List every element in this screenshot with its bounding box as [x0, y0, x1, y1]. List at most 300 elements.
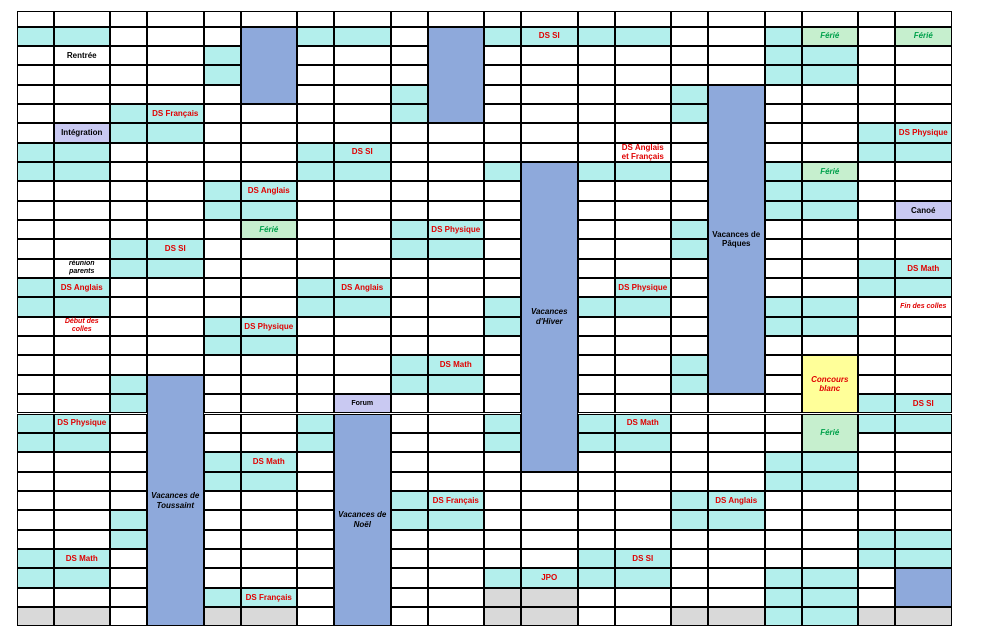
event-cell [615, 375, 672, 394]
date-cell [297, 317, 334, 336]
event-cell [334, 46, 391, 65]
date-cell [578, 162, 615, 181]
event-cell [615, 239, 672, 258]
event-block: DS Physique [428, 220, 485, 239]
event-cell [334, 27, 391, 46]
event-block: DS Math [54, 549, 111, 568]
event-cell [708, 46, 765, 65]
date-cell [110, 510, 147, 529]
date-cell [204, 259, 241, 278]
date-cell [17, 355, 54, 374]
date-cell [765, 355, 802, 374]
event-cell [241, 297, 298, 316]
date-cell [578, 530, 615, 549]
date-cell [484, 143, 521, 162]
date-cell [110, 375, 147, 394]
date-cell [297, 278, 334, 297]
date-cell [858, 201, 895, 220]
event-block: Canoé [895, 201, 952, 220]
date-cell [17, 143, 54, 162]
date-cell [391, 375, 428, 394]
date-cell [578, 239, 615, 258]
date-cell [671, 297, 708, 316]
date-cell [17, 297, 54, 316]
event-block: Vacances d'Hiver [521, 162, 578, 472]
event-cell [895, 317, 952, 336]
event-cell [615, 433, 672, 452]
event-cell [708, 414, 765, 433]
month-header-blank [241, 11, 298, 27]
date-cell [17, 27, 54, 46]
date-cell [484, 375, 521, 394]
date-cell [858, 162, 895, 181]
event-block: DS Français [241, 588, 298, 607]
date-cell [484, 452, 521, 471]
event-cell [54, 568, 111, 587]
event-cell [895, 414, 952, 433]
event-cell [615, 588, 672, 607]
event-cell [615, 491, 672, 510]
date-cell [297, 472, 334, 491]
empty-date-cell [484, 607, 521, 626]
event-cell [241, 549, 298, 568]
event-cell [895, 549, 952, 568]
date-cell [204, 104, 241, 123]
event-cell [54, 143, 111, 162]
date-cell [391, 491, 428, 510]
date-cell [671, 46, 708, 65]
date-cell [391, 27, 428, 46]
event-cell [521, 104, 578, 123]
event-cell [615, 65, 672, 84]
date-cell [297, 162, 334, 181]
date-cell [858, 472, 895, 491]
event-cell [802, 143, 859, 162]
empty-date-cell [204, 607, 241, 626]
event-cell [708, 394, 765, 413]
date-cell [858, 549, 895, 568]
event-cell [241, 375, 298, 394]
event-cell [147, 317, 204, 336]
date-cell [858, 510, 895, 529]
date-cell [671, 549, 708, 568]
date-cell [765, 46, 802, 65]
date-cell [391, 355, 428, 374]
date-cell [858, 452, 895, 471]
event-cell [334, 123, 391, 142]
date-cell [858, 46, 895, 65]
date-cell [765, 220, 802, 239]
event-cell [428, 162, 485, 181]
date-cell [671, 27, 708, 46]
date-cell [391, 588, 428, 607]
event-cell [241, 162, 298, 181]
event-cell [521, 472, 578, 491]
date-cell [391, 201, 428, 220]
date-cell [578, 278, 615, 297]
date-cell [110, 433, 147, 452]
date-cell [484, 530, 521, 549]
event-cell [147, 220, 204, 239]
date-cell [297, 201, 334, 220]
event-cell [615, 27, 672, 46]
event-block: DS Math [895, 259, 952, 278]
date-cell [765, 568, 802, 587]
date-cell [765, 394, 802, 413]
date-cell [297, 181, 334, 200]
event-cell [334, 220, 391, 239]
date-cell [391, 317, 428, 336]
event-cell [802, 491, 859, 510]
event-cell [147, 201, 204, 220]
date-cell [204, 452, 241, 471]
date-cell [297, 85, 334, 104]
date-cell [297, 452, 334, 471]
date-cell [858, 588, 895, 607]
event-cell [54, 510, 111, 529]
event-cell [802, 530, 859, 549]
event-cell [147, 27, 204, 46]
event-cell [241, 278, 298, 297]
date-cell [297, 607, 334, 626]
date-cell [110, 46, 147, 65]
date-cell [297, 65, 334, 84]
date-cell [204, 27, 241, 46]
date-cell [578, 201, 615, 220]
date-cell [17, 65, 54, 84]
date-cell [765, 278, 802, 297]
event-block: DS Français [147, 104, 204, 123]
date-cell [484, 85, 521, 104]
date-cell [671, 588, 708, 607]
date-cell [391, 607, 428, 626]
date-cell [391, 278, 428, 297]
date-cell [204, 355, 241, 374]
date-cell [391, 65, 428, 84]
event-cell [802, 220, 859, 239]
event-cell [428, 336, 485, 355]
event-cell [54, 201, 111, 220]
event-cell [334, 259, 391, 278]
date-cell [204, 549, 241, 568]
date-cell [110, 530, 147, 549]
date-cell [17, 510, 54, 529]
event-cell [428, 297, 485, 316]
event-cell [54, 375, 111, 394]
date-cell [110, 355, 147, 374]
date-cell [858, 433, 895, 452]
event-cell [54, 491, 111, 510]
event-block: DS SI [615, 549, 672, 568]
event-cell [428, 201, 485, 220]
event-cell [241, 239, 298, 258]
event-cell [428, 433, 485, 452]
date-cell [858, 568, 895, 587]
month-header-sept18 [17, 11, 54, 27]
date-cell [204, 123, 241, 142]
event-cell [895, 510, 952, 529]
date-cell [578, 491, 615, 510]
event-block: DS Physique [54, 414, 111, 433]
date-cell [17, 239, 54, 258]
event-cell [615, 568, 672, 587]
event-cell [615, 607, 672, 626]
date-cell [110, 568, 147, 587]
date-cell [110, 162, 147, 181]
date-cell [858, 85, 895, 104]
event-cell [895, 336, 952, 355]
date-cell [858, 143, 895, 162]
date-cell [297, 239, 334, 258]
date-cell [17, 123, 54, 142]
date-cell [671, 568, 708, 587]
date-cell [858, 394, 895, 413]
date-cell [110, 259, 147, 278]
event-cell [895, 375, 952, 394]
event-cell [708, 27, 765, 46]
date-cell [578, 414, 615, 433]
event-block: Vacances de Pâques [708, 85, 765, 395]
date-cell [297, 549, 334, 568]
event-cell [241, 143, 298, 162]
empty-event-cell [521, 607, 578, 626]
event-cell [802, 317, 859, 336]
date-cell [391, 414, 428, 433]
event-block: Rentrée [54, 46, 111, 65]
event-cell [615, 85, 672, 104]
event-cell [54, 394, 111, 413]
event-cell [708, 549, 765, 568]
date-cell [391, 162, 428, 181]
month-header-blank [802, 11, 859, 27]
date-cell [297, 297, 334, 316]
event-cell [708, 588, 765, 607]
date-cell [17, 201, 54, 220]
event-cell [334, 375, 391, 394]
event-cell [241, 355, 298, 374]
event-cell [895, 491, 952, 510]
date-cell [391, 239, 428, 258]
date-cell [578, 181, 615, 200]
date-cell [110, 85, 147, 104]
date-cell [391, 143, 428, 162]
event-cell [802, 510, 859, 529]
date-cell [204, 375, 241, 394]
event-cell [615, 355, 672, 374]
event-cell [895, 85, 952, 104]
date-cell [765, 27, 802, 46]
event-block: DS Anglais [708, 491, 765, 510]
event-cell [895, 220, 952, 239]
empty-event-cell [708, 607, 765, 626]
event-cell [708, 530, 765, 549]
event-cell [147, 259, 204, 278]
date-cell [578, 65, 615, 84]
date-cell [765, 104, 802, 123]
date-cell [204, 530, 241, 549]
event-cell [54, 220, 111, 239]
date-cell [858, 414, 895, 433]
event-cell [241, 123, 298, 142]
date-cell [297, 143, 334, 162]
date-cell [671, 201, 708, 220]
date-cell [297, 104, 334, 123]
event-cell [895, 143, 952, 162]
month-header-avr19 [671, 11, 708, 27]
event-cell [521, 123, 578, 142]
event-cell [802, 472, 859, 491]
holiday-block [895, 568, 952, 607]
event-cell [428, 143, 485, 162]
date-cell [17, 85, 54, 104]
month-header-blank [334, 11, 391, 27]
date-cell [204, 588, 241, 607]
event-cell [54, 104, 111, 123]
event-cell [334, 355, 391, 374]
date-cell [578, 375, 615, 394]
date-cell [765, 336, 802, 355]
event-cell [334, 85, 391, 104]
event-cell [521, 510, 578, 529]
event-cell [615, 452, 672, 471]
date-cell [765, 452, 802, 471]
event-cell [428, 568, 485, 587]
date-cell [17, 530, 54, 549]
date-cell [204, 433, 241, 452]
date-cell [17, 549, 54, 568]
month-header-dc18 [297, 11, 334, 27]
date-cell [858, 259, 895, 278]
event-block: DS Anglais et Français [615, 143, 672, 162]
date-cell [578, 317, 615, 336]
event-block: Férié [802, 414, 859, 453]
date-cell [765, 201, 802, 220]
event-cell [147, 181, 204, 200]
date-cell [391, 259, 428, 278]
event-cell [241, 201, 298, 220]
date-cell [297, 123, 334, 142]
date-cell [484, 259, 521, 278]
date-cell [204, 181, 241, 200]
event-cell [802, 297, 859, 316]
date-cell [17, 588, 54, 607]
event-cell [802, 201, 859, 220]
event-cell [147, 162, 204, 181]
event-block: DS Math [615, 414, 672, 433]
date-cell [858, 104, 895, 123]
event-cell [895, 162, 952, 181]
event-cell [428, 239, 485, 258]
date-cell [17, 181, 54, 200]
event-cell [895, 46, 952, 65]
date-cell [578, 220, 615, 239]
event-block: Férié [895, 27, 952, 46]
date-cell [765, 530, 802, 549]
date-cell [204, 568, 241, 587]
event-cell [334, 336, 391, 355]
date-cell [578, 510, 615, 529]
date-cell [858, 336, 895, 355]
event-block: DS Physique [895, 123, 952, 142]
month-header-juin19 [858, 11, 895, 27]
date-cell [297, 588, 334, 607]
date-cell [858, 181, 895, 200]
date-cell [578, 27, 615, 46]
event-block: DS SI [334, 143, 391, 162]
date-cell [297, 46, 334, 65]
date-cell [671, 104, 708, 123]
date-cell [484, 414, 521, 433]
date-cell [578, 607, 615, 626]
event-cell [428, 259, 485, 278]
event-cell [54, 162, 111, 181]
date-cell [484, 220, 521, 239]
event-cell [54, 65, 111, 84]
event-cell [895, 355, 952, 374]
date-cell [671, 510, 708, 529]
event-block: DS Math [428, 355, 485, 374]
date-cell [578, 394, 615, 413]
event-cell [334, 104, 391, 123]
date-cell [671, 355, 708, 374]
event-cell [615, 46, 672, 65]
date-cell [484, 394, 521, 413]
date-cell [484, 336, 521, 355]
date-cell [671, 375, 708, 394]
date-cell [765, 123, 802, 142]
event-cell [802, 278, 859, 297]
event-cell [241, 491, 298, 510]
event-block: Intégration [54, 123, 111, 142]
date-cell [765, 588, 802, 607]
event-cell [54, 452, 111, 471]
date-cell [578, 46, 615, 65]
holiday-block [428, 27, 485, 124]
date-cell [765, 65, 802, 84]
date-cell [858, 220, 895, 239]
empty-date-cell [671, 607, 708, 626]
date-cell [765, 549, 802, 568]
event-cell [802, 181, 859, 200]
event-cell [428, 549, 485, 568]
event-cell [147, 123, 204, 142]
empty-event-cell [521, 588, 578, 607]
month-header-blank [428, 11, 485, 27]
event-block: JPO [521, 568, 578, 587]
event-cell [241, 510, 298, 529]
date-cell [484, 355, 521, 374]
event-cell [615, 472, 672, 491]
event-cell [428, 588, 485, 607]
event-cell [241, 568, 298, 587]
date-cell [204, 472, 241, 491]
date-cell [204, 46, 241, 65]
event-cell [241, 394, 298, 413]
event-block: Fin des colles [895, 297, 952, 316]
date-cell [765, 375, 802, 394]
event-cell [615, 394, 672, 413]
event-cell [428, 530, 485, 549]
date-cell [578, 85, 615, 104]
event-cell [895, 181, 952, 200]
date-cell [578, 259, 615, 278]
date-cell [391, 336, 428, 355]
date-cell [765, 317, 802, 336]
event-cell [428, 278, 485, 297]
event-cell [895, 278, 952, 297]
date-cell [297, 336, 334, 355]
event-block: DS SI [147, 239, 204, 258]
